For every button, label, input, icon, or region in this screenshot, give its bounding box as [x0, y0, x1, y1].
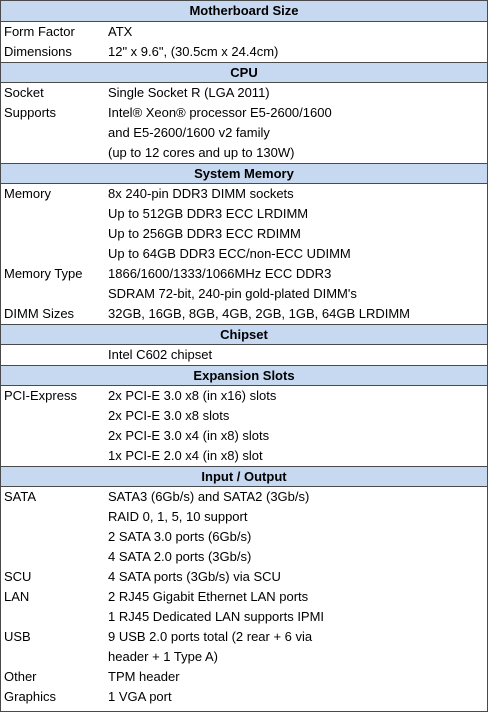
spec-label: SATA — [4, 489, 37, 504]
spec-label: Graphics — [4, 689, 57, 704]
spec-value: TPM header — [108, 669, 180, 684]
section-chipset — [1, 324, 487, 365]
spec-label: DIMM Sizes — [4, 306, 75, 321]
spec-value: 2 RJ45 Gigabit Ethernet LAN ports — [108, 589, 309, 604]
section-cpu — [1, 62, 487, 163]
spec-row — [1, 103, 487, 123]
section-header: Input / Output — [1, 466, 487, 487]
section-header: Motherboard Size — [1, 1, 487, 22]
spec-value: 4 SATA 2.0 ports (3Gb/s) — [108, 549, 252, 564]
spec-row — [1, 123, 487, 143]
spec-value: 9 USB 2.0 ports total (2 rear + 6 via — [108, 629, 313, 644]
spec-value: 4 SATA ports (3Gb/s) via SCU — [108, 569, 281, 584]
spec-value: 2x PCI-E 3.0 x4 (in x8) slots — [108, 428, 270, 443]
spec-label: Socket — [4, 85, 44, 100]
spec-value: Up to 512GB DDR3 ECC LRDIMM — [108, 206, 309, 221]
spec-value: 1866/1600/1333/1066MHz ECC DDR3 — [108, 266, 332, 281]
spec-row — [1, 83, 487, 103]
spec-row — [1, 184, 487, 204]
spec-row — [1, 204, 487, 224]
spec-value: 1 RJ45 Dedicated LAN supports IPMI — [108, 609, 325, 624]
spec-value: Up to 64GB DDR3 ECC/non-ECC UDIMM — [108, 246, 351, 261]
spec-value: header + 1 Type A) — [108, 649, 218, 664]
spec-row — [1, 284, 487, 304]
spec-row — [1, 22, 487, 42]
spec-value: Single Socket R (LGA 2011) — [108, 85, 270, 100]
spec-row — [1, 507, 487, 527]
spec-row — [1, 345, 487, 365]
spec-label: USB — [4, 629, 31, 644]
spec-value: SDRAM 72-bit, 240-pin gold-plated DIMM's — [108, 286, 357, 301]
spec-row — [1, 607, 487, 627]
spec-value: SATA3 (6Gb/s) and SATA2 (3Gb/s) — [108, 489, 310, 504]
spec-value: Intel® Xeon® processor E5-2600/1600 — [108, 105, 332, 120]
spec-value: 1x PCI-E 2.0 x4 (in x8) slot — [108, 448, 263, 463]
spec-row — [1, 42, 487, 62]
spec-row — [1, 304, 487, 324]
spec-label: Dimensions — [4, 44, 72, 59]
section-header: System Memory — [1, 163, 487, 184]
spec-row — [1, 587, 487, 607]
section-header: Chipset — [1, 324, 487, 345]
spec-row — [1, 647, 487, 667]
spec-value: 2x PCI-E 3.0 x8 slots — [108, 408, 230, 423]
spec-row — [1, 487, 487, 507]
spec-label: Other — [4, 669, 37, 684]
spec-row — [1, 567, 487, 587]
spec-row — [1, 244, 487, 264]
spec-value: RAID 0, 1, 5, 10 support — [108, 509, 248, 524]
spec-label: SCU — [4, 569, 32, 584]
spec-value: and E5-2600/1600 v2 family — [108, 125, 270, 140]
section-system-memory — [1, 163, 487, 324]
spec-value: ATX — [108, 24, 133, 39]
spec-row — [1, 527, 487, 547]
spec-value: Up to 256GB DDR3 ECC RDIMM — [108, 226, 301, 241]
spec-value: Intel C602 chipset — [108, 347, 213, 362]
spec-label: Supports — [4, 105, 57, 120]
spec-value: 12" x 9.6", (30.5cm x 24.4cm) — [108, 44, 279, 59]
section-header: CPU — [1, 62, 487, 83]
section-header: Expansion Slots — [1, 365, 487, 386]
spec-row — [1, 406, 487, 426]
spec-row — [1, 667, 487, 687]
spec-row — [1, 386, 487, 406]
spec-value: 1 VGA port — [108, 689, 172, 704]
spec-value: (up to 12 cores and up to 130W) — [108, 145, 295, 160]
spec-row — [1, 224, 487, 244]
spec-label: PCI-Express — [4, 388, 77, 403]
section-motherboard-size — [1, 1, 487, 62]
spec-label: LAN — [4, 589, 30, 604]
spec-value: 8x 240-pin DDR3 DIMM sockets — [108, 186, 294, 201]
spec-row — [1, 627, 487, 647]
spec-row — [1, 264, 487, 284]
spec-value: 32GB, 16GB, 8GB, 4GB, 2GB, 1GB, 64GB LRDIMM — [108, 306, 411, 321]
spec-row — [1, 547, 487, 567]
spec-row — [1, 687, 487, 707]
spec-row — [1, 143, 487, 163]
spec-row — [1, 446, 487, 466]
spec-value: 2x PCI-E 3.0 x8 (in x16) slots — [108, 388, 277, 403]
spec-row — [1, 426, 487, 446]
spec-label: Memory Type — [4, 266, 83, 281]
spec-label: Memory — [4, 186, 51, 201]
spec-label: Form Factor — [4, 24, 75, 39]
section-expansion-slots — [1, 365, 487, 466]
section-input-output — [1, 466, 487, 707]
spec-value: 2 SATA 3.0 ports (6Gb/s) — [108, 529, 252, 544]
